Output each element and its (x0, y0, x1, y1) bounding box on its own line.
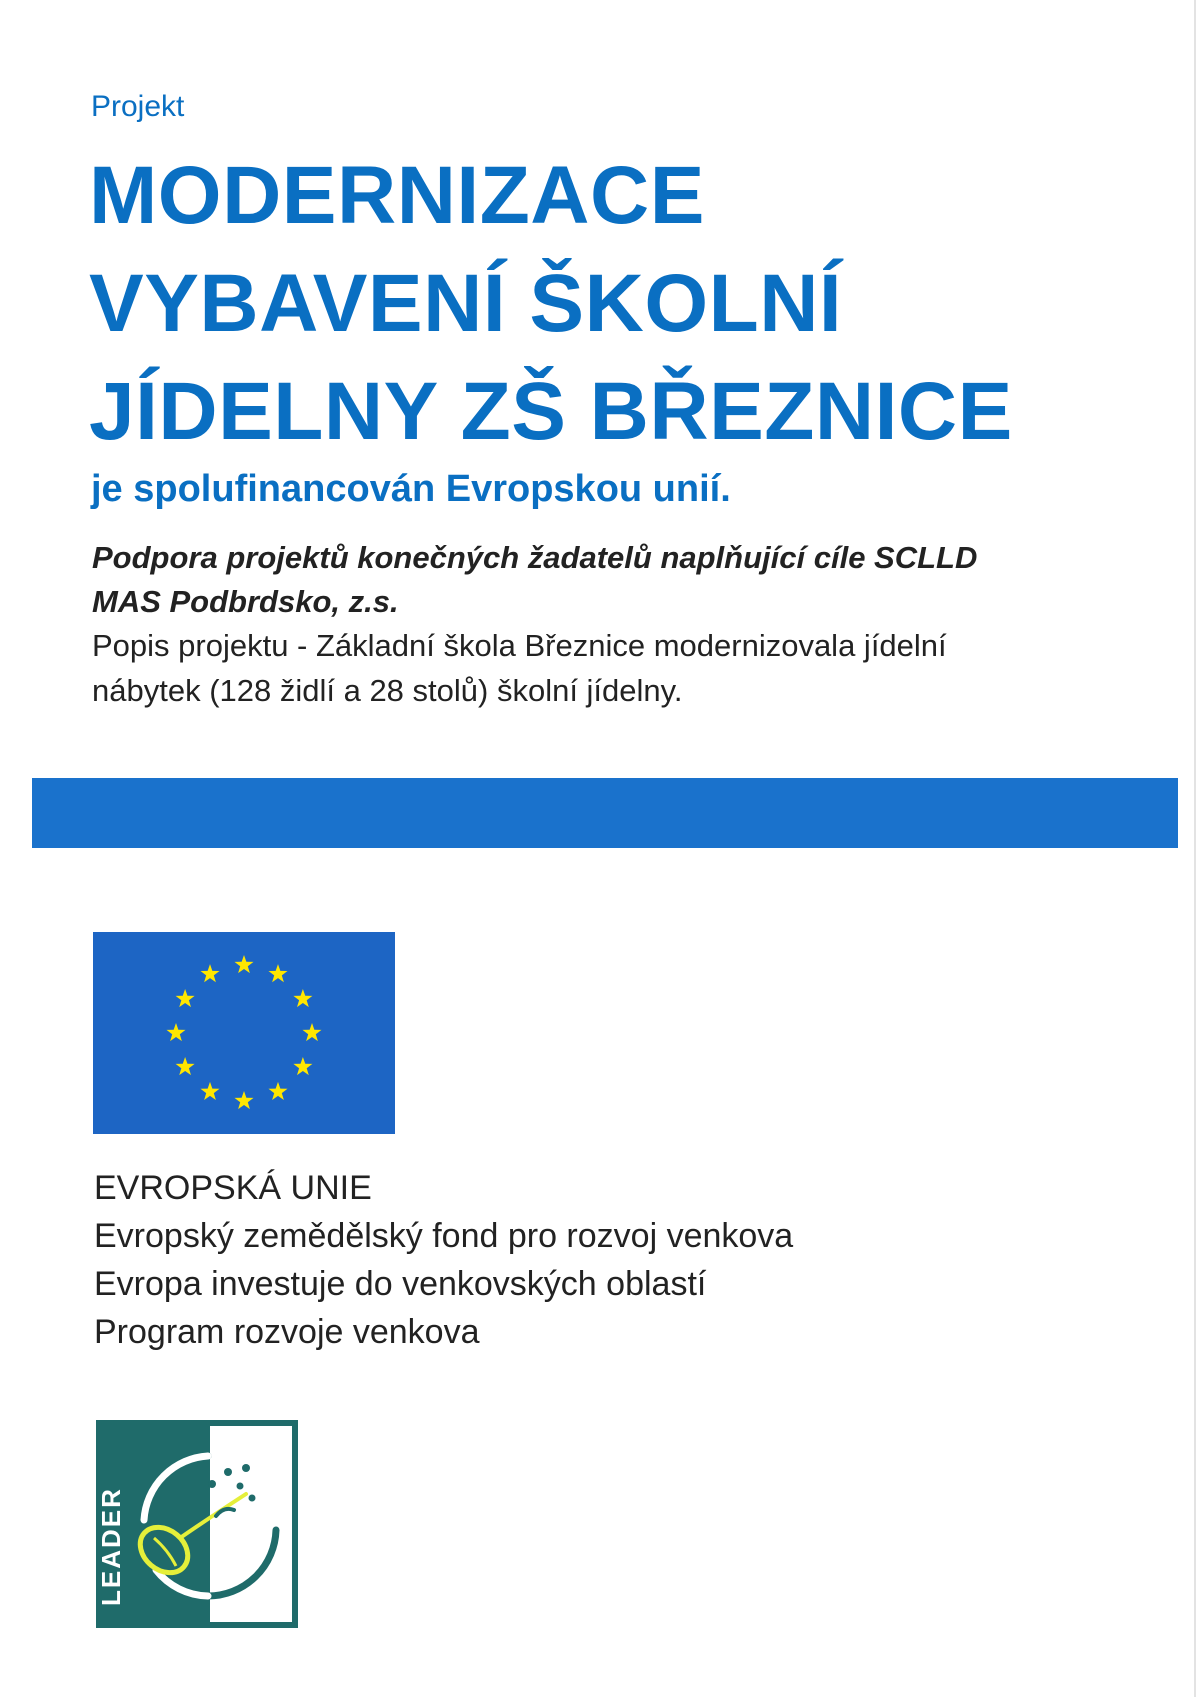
star-icon (293, 989, 312, 1007)
eu-fund-name: Evropský zemědělský fond pro rozvoj venkova (94, 1217, 794, 1255)
star-icon (176, 989, 195, 1007)
star-icon (234, 955, 253, 973)
eu-stars-circle (93, 932, 395, 1134)
program-line-2: MAS Podbrdsko, z.s. (92, 584, 399, 619)
description-line-1: Popis projektu - Základní škola Březnice modernizovala jídelní (92, 628, 947, 663)
eu-name: EVROPSKÁ UNIE (94, 1169, 372, 1207)
leader-logo-icon (96, 1420, 298, 1628)
star-icon (200, 1082, 219, 1100)
cofinancing-statement: je spolufinancován Evropskou unií. (91, 468, 731, 510)
eu-info-block (94, 1164, 793, 1356)
star-icon (268, 964, 287, 982)
program-line-1: Podpora projektů konečných žadatelů naplňující cíle SCLLD (92, 540, 978, 575)
star-icon (302, 1023, 321, 1041)
project-title (89, 142, 1013, 466)
star-icon (200, 964, 219, 982)
star-icon (234, 1091, 253, 1109)
blue-divider-bar (32, 778, 1178, 848)
project-description (92, 623, 1102, 713)
eu-program-name: Program rozvoje venkova (94, 1313, 480, 1351)
page-edge (1194, 0, 1196, 1697)
eu-slogan: Evropa investuje do venkovských oblastí (94, 1265, 707, 1303)
star-icon (268, 1082, 287, 1100)
star-icon (176, 1057, 195, 1075)
star-icon (293, 1057, 312, 1075)
eu-flag-icon (93, 932, 395, 1134)
title-line-1: MODERNIZACE (89, 150, 705, 241)
program-name (92, 536, 1102, 624)
leader-logo-text: LEADER (96, 1487, 126, 1606)
project-label: Projekt (91, 90, 185, 123)
description-line-2: nábytek (128 židlí a 28 stolů) školní jídelny. (92, 673, 683, 708)
title-line-3: JÍDELNY ZŠ BŘEZNICE (89, 366, 1013, 457)
title-line-2: VYBAVENÍ ŠKOLNÍ (89, 258, 843, 349)
star-icon (166, 1023, 185, 1041)
